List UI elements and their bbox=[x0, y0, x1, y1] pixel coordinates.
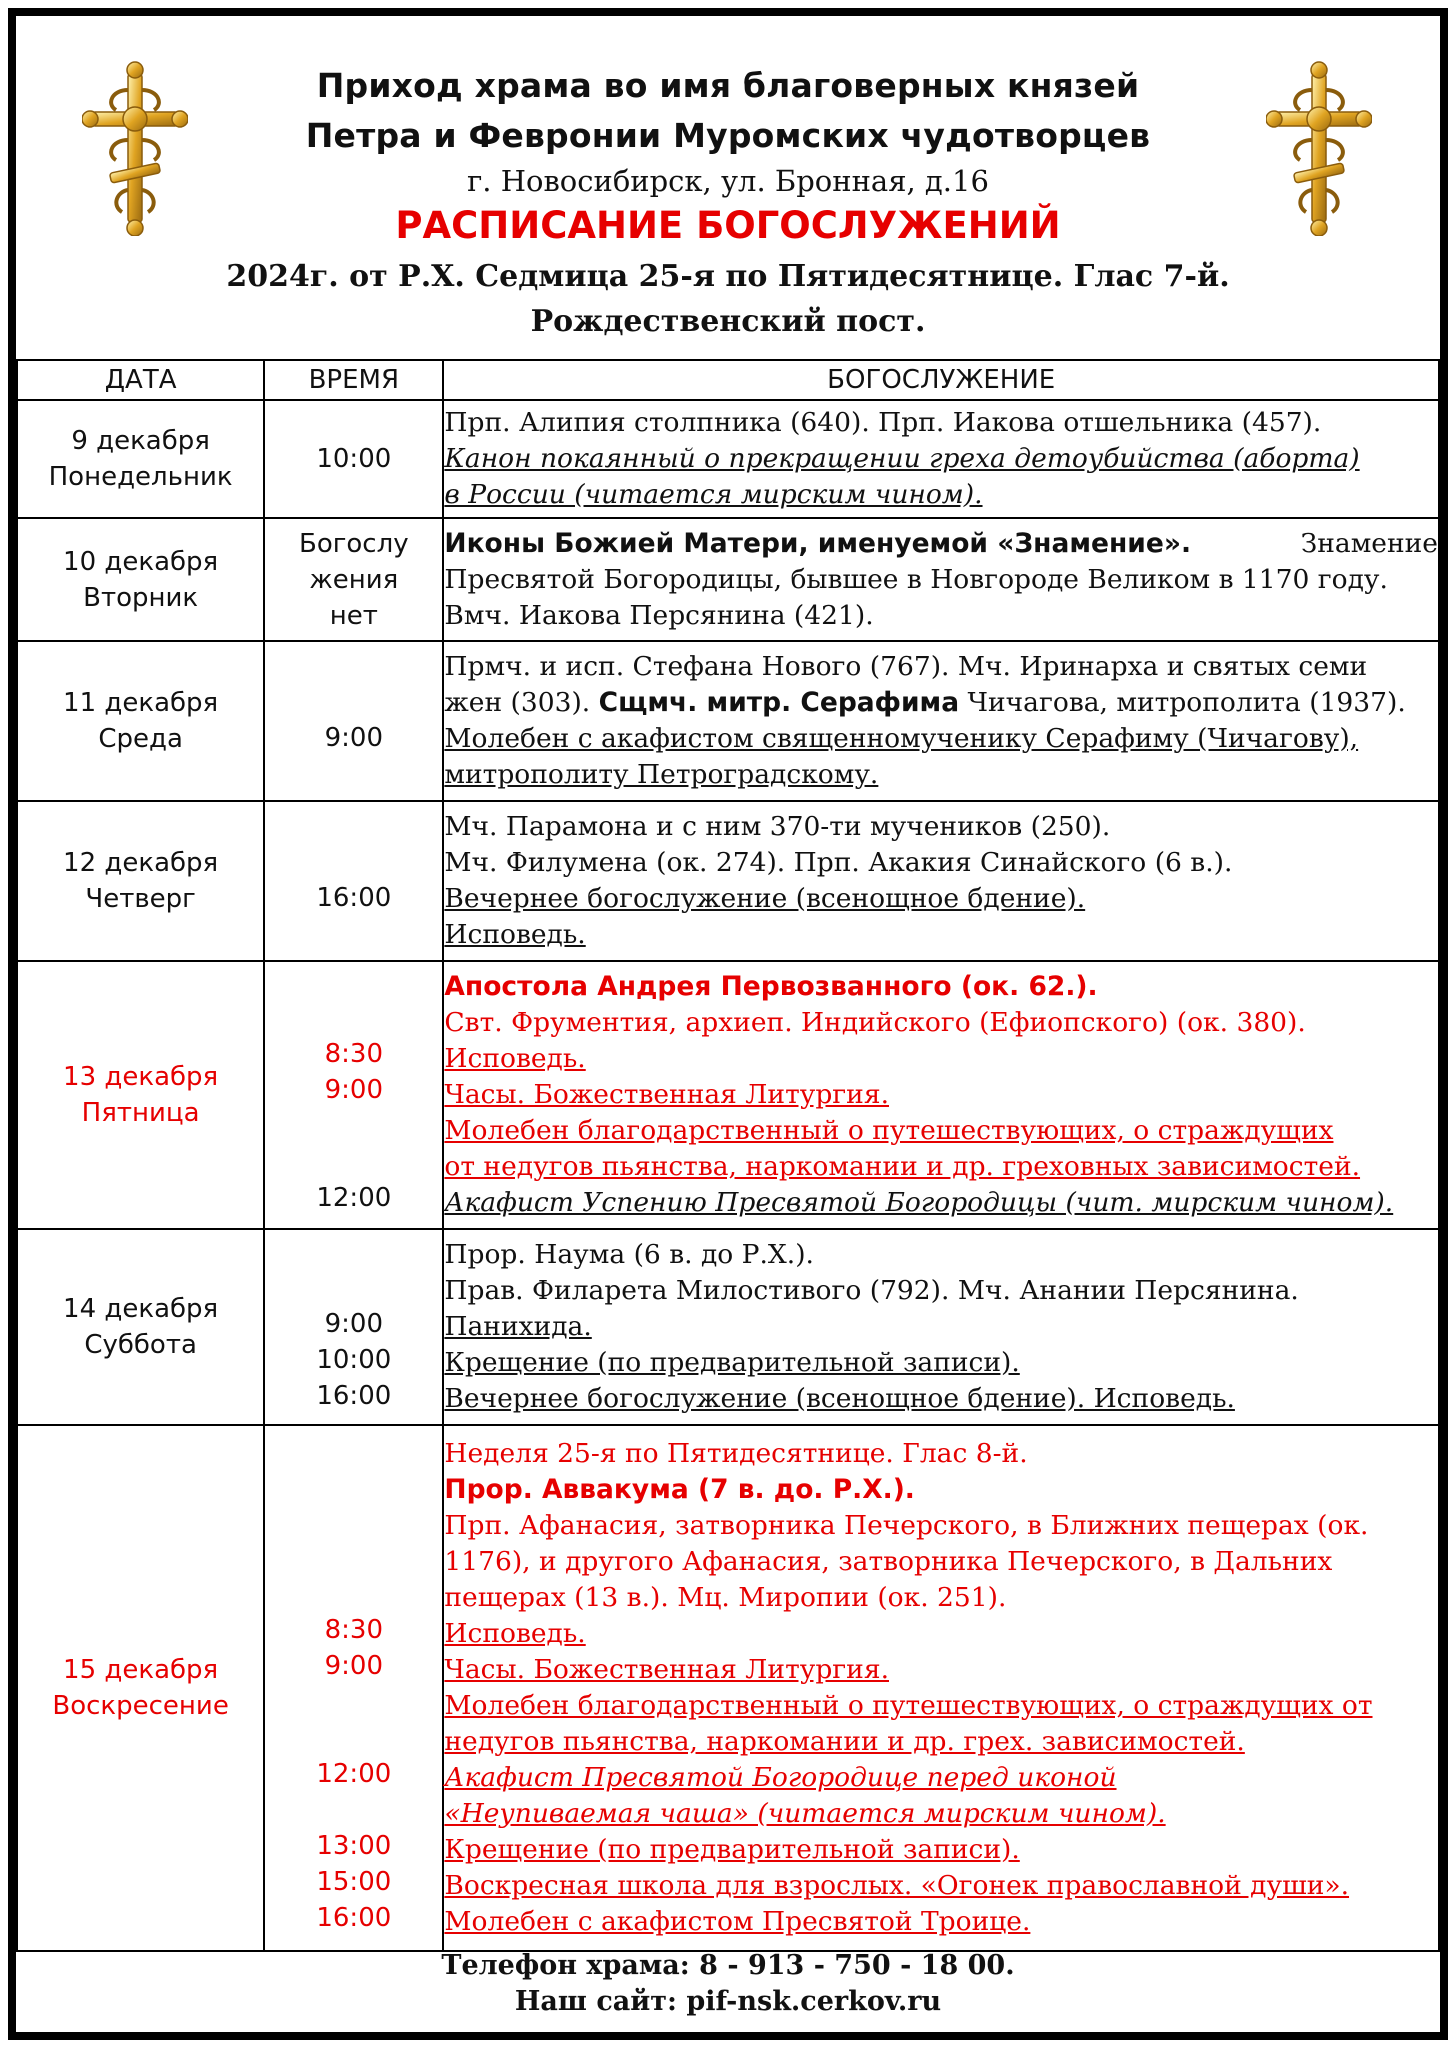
day-date-cell bbox=[17, 518, 264, 641]
service-line: Прор. Наума (6 в. до Р.Х.). bbox=[444, 1239, 814, 1270]
no-service-text: нет bbox=[329, 600, 378, 631]
service-line: Канон покаянный о прекращении греха детоубийства (аборта) bbox=[444, 443, 1360, 474]
service-line: «Неупиваемая чаша» (читается мирским чином). bbox=[444, 1798, 1166, 1829]
service-line: жен (303). bbox=[444, 687, 591, 718]
day-service-cell bbox=[443, 518, 1439, 641]
table-row bbox=[17, 961, 1439, 1229]
parish-name-line1: Приход храма во имя благоверных князей bbox=[316, 66, 1140, 105]
feast-name: Сщмч. митр. Серафима bbox=[598, 687, 960, 718]
day-service-cell bbox=[443, 961, 1439, 1229]
day-service-cell bbox=[443, 400, 1439, 518]
service-line: Знамение bbox=[1300, 527, 1438, 559]
footer bbox=[16, 1948, 1440, 2020]
service-line: Крещение (по предварительной записи). bbox=[444, 1347, 1020, 1378]
service-line: Молебен с акафистом священномученику Серафиму (Чичагову), bbox=[444, 723, 1359, 754]
day-date-cell bbox=[17, 801, 264, 961]
fast-subtitle: Рождественский пост. bbox=[530, 304, 926, 339]
schedule-table bbox=[16, 359, 1440, 1952]
service-line: Часы. Божественная Литургия. bbox=[444, 1654, 889, 1685]
table-header-row bbox=[17, 360, 1439, 400]
feast-name: Прор. Аввакума (7 в. до. Р.Х.). bbox=[444, 1474, 915, 1505]
day-date: 12 декабря bbox=[63, 848, 219, 878]
service-line: Панихида. bbox=[444, 1311, 592, 1342]
day-time-cell bbox=[264, 801, 443, 961]
service-line: Прмч. и исп. Стефана Нового (767). Мч. Иринарха и святых семи bbox=[444, 651, 1368, 682]
table-row bbox=[17, 641, 1439, 801]
column-header-date: ДАТА bbox=[17, 360, 264, 400]
service-line: Акафист Успению Пресвятой Богородицы (чит. мирским чином). bbox=[444, 1187, 1394, 1218]
column-header-service: БОГОСЛУЖЕНИЕ bbox=[443, 360, 1439, 400]
day-date: 15 декабря bbox=[63, 1655, 219, 1685]
service-line: Мч. Парамона и с ним 370-ти мучеников (250). bbox=[444, 811, 1111, 842]
day-date: 11 декабря bbox=[63, 688, 219, 718]
service-time: 16:00 bbox=[316, 1381, 392, 1411]
service-time: 8:30 bbox=[324, 1615, 383, 1645]
service-line: Молебен благодарственный о путешествующих, о страждущих bbox=[444, 1115, 1334, 1146]
day-service-cell bbox=[443, 1425, 1439, 1951]
day-date-cell bbox=[17, 1425, 264, 1951]
feast-name: Иконы Божией Матери, именуемой «Знамение». bbox=[444, 527, 1192, 559]
service-line: Крещение (по предварительной записи). bbox=[444, 1834, 1020, 1865]
schedule-sheet bbox=[8, 8, 1448, 2040]
week-subtitle: 2024г. от Р.Х. Седмица 25-я по Пятидесятнице. Глас 7-й. bbox=[226, 259, 1230, 294]
no-service-text: Богослу bbox=[299, 528, 409, 559]
day-time-cell bbox=[264, 961, 443, 1229]
service-line: Часы. Божественная Литургия. bbox=[444, 1079, 889, 1110]
service-time: 10:00 bbox=[316, 1345, 392, 1375]
service-time: 16:00 bbox=[316, 1903, 392, 1933]
service-line: недугов пьянства, наркомании и др. грех. зависимостей. bbox=[444, 1726, 1245, 1757]
service-line: Неделя 25-я по Пятидесятнице. Глас 8-й. bbox=[444, 1438, 1028, 1469]
table-row bbox=[17, 400, 1439, 518]
service-line: Молебен благодарственный о путешествующих, о страждущих от bbox=[444, 1690, 1373, 1721]
church-website: Наш сайт: pif-nsk.cerkov.ru bbox=[514, 1986, 942, 2017]
service-line: Вечернее богослужение (всенощное бдение). Исповедь. bbox=[444, 1383, 1235, 1414]
orthodox-cross-icon bbox=[1266, 60, 1372, 236]
service-time: 13:00 bbox=[316, 1831, 392, 1861]
parish-address: г. Новосибирск, ул. Бронная, д.16 bbox=[467, 164, 989, 198]
day-date-cell bbox=[17, 400, 264, 518]
service-line: 1176), и другого Афанасия, затворника Печерского, в Дальних bbox=[444, 1546, 1333, 1577]
day-weekday: Вторник bbox=[83, 582, 199, 613]
service-line: Вмч. Иакова Персянина (421). bbox=[444, 599, 874, 631]
day-time-cell bbox=[264, 518, 443, 641]
service-time: 9:00 bbox=[324, 1309, 383, 1339]
service-line: Прп. Афанасия, затворника Печерского, в Ближних пещерах (ок. bbox=[444, 1510, 1369, 1541]
day-date-cell bbox=[17, 961, 264, 1229]
service-time: 12:00 bbox=[316, 1759, 392, 1789]
parish-name-line2: Петра и Февронии Муромских чудотворцев bbox=[305, 116, 1151, 155]
service-line: Молебен с акафистом Пресвятой Троице. bbox=[444, 1906, 1031, 1937]
service-line: пещерах (13 в.). Мц. Миропии (ок. 251). bbox=[444, 1582, 1007, 1613]
day-weekday: Суббота bbox=[84, 1330, 197, 1360]
day-service-cell bbox=[443, 1229, 1439, 1425]
day-date: 9 декабря bbox=[71, 426, 210, 456]
day-date: 10 декабря bbox=[63, 546, 219, 577]
service-time: 9:00 bbox=[324, 723, 383, 753]
service-time: 8:30 bbox=[324, 1039, 383, 1069]
day-time-cell bbox=[264, 1425, 443, 1951]
day-weekday: Понедельник bbox=[48, 462, 233, 492]
day-time-cell bbox=[264, 400, 443, 518]
service-line: Свт. Фрументия, архиеп. Индийского (Ефиопского) (ок. 380). bbox=[444, 1007, 1306, 1038]
service-time: 9:00 bbox=[324, 1075, 383, 1105]
column-header-time: ВРЕМЯ bbox=[264, 360, 443, 400]
service-line: Воскресная школа для взрослых. «Огонек православной души». bbox=[444, 1870, 1350, 1901]
table-row bbox=[17, 1425, 1439, 1951]
table-row bbox=[17, 1229, 1439, 1425]
service-line: в России (читается мирским чином). bbox=[444, 479, 983, 510]
service-line: Исповедь. bbox=[444, 919, 586, 950]
header bbox=[16, 16, 1440, 356]
page-title: РАСПИСАНИЕ БОГОСЛУЖЕНИЙ bbox=[395, 204, 1061, 247]
day-service-cell bbox=[443, 641, 1439, 801]
day-weekday: Воскресение bbox=[52, 1691, 229, 1721]
service-line: Исповедь. bbox=[444, 1043, 586, 1074]
service-time: 15:00 bbox=[316, 1867, 392, 1897]
day-service-cell bbox=[443, 801, 1439, 961]
day-date-cell bbox=[17, 641, 264, 801]
service-line: митрополиту Петроградскому. bbox=[444, 759, 879, 790]
service-line: Пресвятой Богородицы, бывшее в Новгороде Великом в 1170 году. bbox=[444, 563, 1388, 595]
day-weekday: Среда bbox=[98, 724, 183, 754]
service-line: Исповедь. bbox=[444, 1618, 586, 1649]
service-line: Акафист Пресвятой Богородице перед иконой bbox=[444, 1762, 1117, 1793]
feast-name: Апостола Андрея Первозванного (ок. 62.). bbox=[444, 971, 1098, 1002]
service-time: 12:00 bbox=[316, 1183, 392, 1213]
table-row bbox=[17, 518, 1439, 641]
day-weekday: Четверг bbox=[85, 884, 196, 914]
service-line: Мч. Филумена (ок. 274). Прп. Акакия Синайского (6 в.). bbox=[444, 847, 1233, 878]
day-date: 13 декабря bbox=[63, 1062, 219, 1092]
service-time: 16:00 bbox=[316, 883, 392, 913]
table-row bbox=[17, 801, 1439, 961]
day-weekday: Пятница bbox=[81, 1098, 200, 1128]
day-date: 14 декабря bbox=[63, 1294, 219, 1324]
service-line: Вечернее богослужение (всенощное бдение). bbox=[444, 883, 1086, 914]
service-time: 10:00 bbox=[316, 444, 392, 474]
church-phone: Телефон храма: 8 - 913 - 750 - 18 00. bbox=[441, 1950, 1015, 1981]
day-time-cell bbox=[264, 1229, 443, 1425]
service-line: Прав. Филарета Милостивого (792). Мч. Анании Персянина. bbox=[444, 1275, 1299, 1306]
service-line: от недугов пьянства, наркомании и др. греховных зависимостей. bbox=[444, 1151, 1361, 1182]
service-line: Чичагова, митрополита (1937). bbox=[967, 687, 1406, 718]
day-date-cell bbox=[17, 1229, 264, 1425]
service-line: Прп. Алипия столпника (640). Прп. Иакова отшельника (457). bbox=[444, 407, 1322, 438]
service-time: 9:00 bbox=[324, 1651, 383, 1681]
day-time-cell bbox=[264, 641, 443, 801]
orthodox-cross-icon bbox=[82, 60, 188, 236]
no-service-text: жения bbox=[309, 564, 399, 595]
